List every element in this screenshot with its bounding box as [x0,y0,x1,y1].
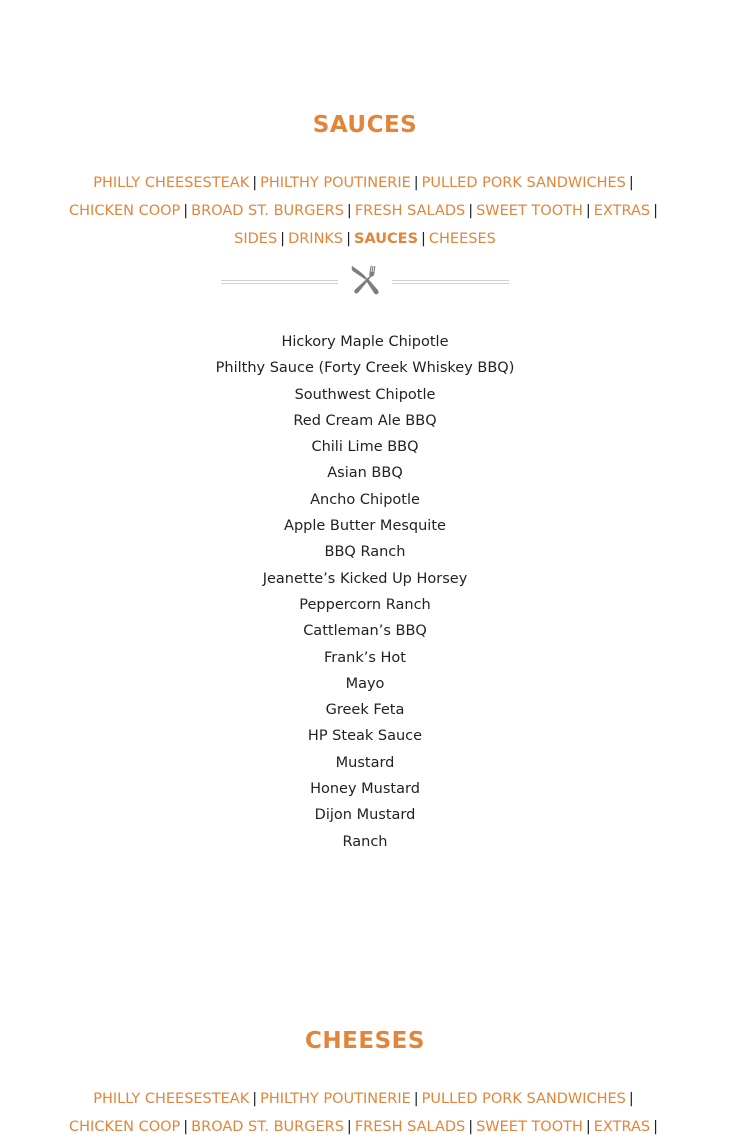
list-item: Red Cream Ale BBQ [293,412,437,429]
nav-link-broad-st-burgers[interactable]: BROAD ST. BURGERS [191,1119,344,1135]
fork-knife-icon [348,263,382,297]
nav-separator: | [628,1091,634,1107]
list-item: Honey Mustard [310,781,420,798]
section-divider [0,263,730,299]
nav-separator: | [468,203,474,219]
nav-link-extras[interactable]: EXTRAS [593,203,651,219]
nav-separator: | [653,1119,658,1135]
list-item: Ancho Chipotle [310,491,420,508]
list-item: Jeanette’s Kicked Up Horsey [262,570,468,587]
list-item: Mayo [345,675,385,692]
list-item: Dijon Mustard [314,807,416,824]
nav-line-2 [0,197,730,225]
nav-link-chicken-coop[interactable]: CHICKEN COOP [69,203,181,219]
nav-link-sweet-tooth[interactable]: SWEET TOOTH [476,203,583,219]
nav-link-sauces-active[interactable]: SAUCES [354,231,419,247]
list-item: Mustard [335,754,395,771]
nav-link-sides[interactable]: SIDES [234,231,278,247]
nav-link-extras[interactable]: EXTRAS [593,1119,651,1135]
list-item: Asian BBQ [327,465,403,482]
nav-separator: | [421,231,426,247]
nav-link-fresh-salads[interactable]: FRESH SALADS [354,203,466,219]
nav-line-1 [0,169,730,197]
section-title-cheeses: CHEESES [305,1028,425,1054]
sauce-list [0,329,730,855]
nav-line-3 [0,225,730,253]
sauces-section [0,110,730,855]
list-item: Chili Lime BBQ [311,439,419,456]
list-item: Frank’s Hot [324,649,406,666]
nav-separator: | [585,1119,591,1135]
nav-separator: | [585,203,591,219]
nav-separator: | [346,1119,352,1135]
nav-line-2 [0,1113,730,1141]
nav-separator: | [346,231,352,247]
nav-link-sweet-tooth[interactable]: SWEET TOOTH [476,1119,583,1135]
nav-separator: | [413,1091,419,1107]
section-title-sauces: SAUCES [312,112,418,138]
list-item: Philthy Sauce (Forty Creek Whiskey BBQ) [215,360,515,377]
nav-line-1 [0,1085,730,1113]
nav-separator: | [413,175,419,191]
nav-separator: | [183,1119,189,1135]
nav-separator: | [628,175,634,191]
nav-link-pulled-pork-sandwiches[interactable]: PULLED PORK SANDWICHES [421,1091,626,1107]
list-item: Cattleman’s BBQ [303,623,427,640]
list-item: HP Steak Sauce [307,728,423,745]
nav-link-philly-cheesesteak[interactable]: PHILLY CHEESESTEAK [93,175,250,191]
menu-nav-cheeses [0,1085,730,1141]
nav-separator: | [653,203,658,219]
nav-link-philly-cheesesteak[interactable]: PHILLY CHEESESTEAK [93,1091,250,1107]
nav-separator: | [346,203,352,219]
nav-link-philthy-poutinerie[interactable]: PHILTHY POUTINERIE [260,1091,411,1107]
list-item: BBQ Ranch [324,544,406,561]
nav-link-drinks[interactable]: DRINKS [288,231,344,247]
nav-link-cheeses[interactable]: CHEESES [428,231,496,247]
nav-separator: | [183,203,189,219]
nav-link-pulled-pork-sandwiches[interactable]: PULLED PORK SANDWICHES [421,175,626,191]
list-item: Southwest Chipotle [294,386,436,403]
list-item: Greek Feta [325,702,405,719]
list-item: Apple Butter Mesquite [284,518,446,535]
nav-separator: | [252,1091,258,1107]
menu-nav-sauces [0,169,730,253]
nav-link-broad-st-burgers[interactable]: BROAD ST. BURGERS [191,203,344,219]
list-item: Ranch [342,833,388,850]
cheeses-section [0,1026,730,1141]
nav-link-chicken-coop[interactable]: CHICKEN COOP [69,1119,181,1135]
divider-rule-right [392,280,509,284]
nav-separator: | [280,231,286,247]
list-item: Peppercorn Ranch [299,596,431,613]
divider-rule-left [221,280,338,284]
nav-separator: | [468,1119,474,1135]
nav-link-fresh-salads[interactable]: FRESH SALADS [354,1119,466,1135]
nav-separator: | [252,175,258,191]
nav-link-philthy-poutinerie[interactable]: PHILTHY POUTINERIE [260,175,411,191]
list-item: Hickory Maple Chipotle [281,334,449,350]
